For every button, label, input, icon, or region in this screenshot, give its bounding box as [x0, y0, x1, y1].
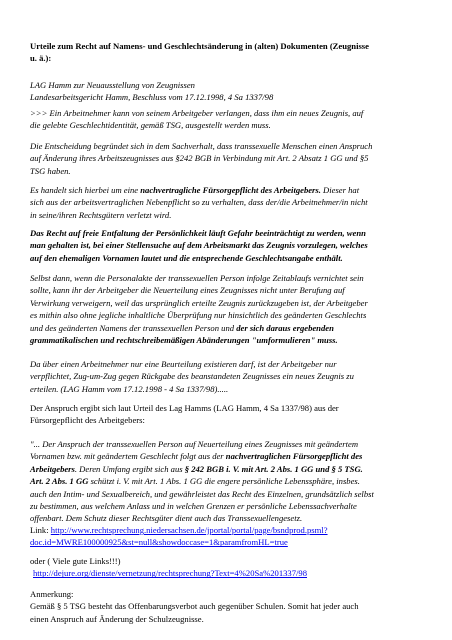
rechtsprechung-link-continued[interactable]: doc.id=MWRE100000925&st=null&showdoccase=1&paramfromHL=true	[30, 537, 288, 548]
dejure-link[interactable]: http://dejure.org/dienste/vernetzung/rechtsprechung?Text=4%20Sa%201337/98	[33, 568, 308, 579]
summary-paragraph	[30, 107, 422, 132]
personnel-line: es mithin also ohne jegliche inhaltliche Überprüfung nur hinsichtlich des geänderten Geschlechts	[30, 310, 367, 321]
duty-line: in seine/ihren Rechtsgütern verletzt wird.	[30, 209, 172, 220]
duty-emphasis: nachvertragliche Fürsorgepflicht des Arbeitgebers.	[140, 185, 321, 195]
link-block-dejure	[30, 555, 422, 580]
duty-line: Es handelt sich hierbei um eine nachvertragliche Fürsorgepflicht des Arbeitgebers. Dieser hat	[30, 185, 360, 195]
link-line	[30, 524, 422, 536]
personality-line: auf den ehemaligen Vornamen lautet und die entsprechende Geschlechtsangabe enthält.	[30, 252, 343, 263]
document-title	[30, 40, 422, 65]
personality-line: Das Recht auf freie Entfaltung der Persönlichkeit läuft Gefahr beeinträchtigt zu werden, wenn	[30, 228, 366, 238]
quote-line: Arbeitgebers. Deren Umfang ergibt sich aus § 242 BGB i. V. mit Art. 2 Abs. 1 GG und § 5 TSG.	[30, 463, 363, 474]
link-line	[30, 567, 422, 579]
source-line: LAG Hamm zur Neuausstellung von Zeugnissen	[30, 80, 195, 90]
source-line: Landesarbeitsgericht Hamm, Beschluss vom 17.12.1998, 4 Sa 1337/98	[30, 92, 274, 103]
claim-line: Fürsorgepflicht des Arbeitgebers:	[30, 415, 145, 426]
quote-emphasis: Arbeitgebers	[30, 463, 75, 474]
quote-line: "... Der Anspruch der transsexuellen Person auf Neuerteilung eines Zeugnisses mit geändertem	[30, 439, 359, 449]
quote-line: auch den Intim- und Sexualbereich, und gewährleistet das Recht des Einzelnen, grundsätzlich selbst	[30, 488, 374, 499]
quote-paragraph	[30, 438, 422, 525]
claim-intro-paragraph	[30, 402, 422, 427]
personnel-line: grammatikalischen und rechtschreibemäßigen Abänderungen "umformulieren" muss.	[30, 334, 338, 345]
link-block-niedersachsen	[30, 524, 422, 549]
note-block	[30, 588, 422, 625]
source-intro	[30, 79, 422, 104]
decision-line: auf Änderung ihres Arbeitszeugnisses aus §242 BGB in Verbindung mit Art. 2 Absatz 1 GG und §5	[30, 153, 369, 164]
assessment-line: Da über einen Arbeitnehmer nur eine Beurteilung existieren darf, ist der Arbeitgeber nur	[30, 359, 337, 369]
quote-emphasis: § 242 BGB i. V. mit Art. 2 Abs. 1 GG und § 5 TSG.	[184, 463, 363, 474]
link-line	[30, 536, 422, 548]
personnel-line: Verwirkung verweigern, weil das ursprünglich erteilte Zeugnis zurückzugeben ist, der Arbeitgeber	[30, 297, 368, 308]
personality-line: man gehalten ist, bei einer Stellensuche auf dem Arbeitsmarkt das Zeugnis vorzulegen, welches	[30, 240, 368, 251]
rechtsprechung-link[interactable]: http://www.rechtsprechung.niedersachsen.de/jportal/portal/page/bsndprod.psml?	[50, 525, 328, 535]
assessment-line: erteilen. (LAG Hamm vom 17.12.1998 - 4 Sa 1337/98).....	[30, 383, 229, 394]
decision-line: Die Entscheidung begründet sich in dem Sachverhalt, dass transsexuelle Menschen einen Anspruch	[30, 141, 373, 151]
note-heading: Anmerkung:	[30, 589, 74, 599]
decision-paragraph	[30, 140, 422, 177]
note-line: einen Anspruch auf Änderung der Schulzeugnisse.	[30, 613, 204, 624]
title-line: u. ä.):	[30, 53, 52, 64]
personnel-line: und des geänderten Namens der transsexuellen Person und der sich daraus ergebenden	[30, 322, 334, 333]
quote-line: offenbart. Dem Schutz dieser Rechtsgüter dient auch das Transsexuellengesetz.	[30, 513, 303, 524]
personnel-line: sollte, kann ihr der Arbeitgeber die Neuerteilung eines Zeugnisses nicht unter Berufung auf	[30, 285, 345, 296]
single-assessment-paragraph	[30, 358, 422, 395]
personnel-line: Selbst dann, wenn die Personalakte der transsexuellen Person infolge Zeitablaufs vernichtet sein	[30, 273, 364, 283]
quote-line: Vornamen bzw. mit geändertem Geschlecht folgt aus der nachvertraglichen Fürsorgepflicht des	[30, 451, 363, 462]
claim-line: Der Anspruch ergibt sich laut Urteil des Lag Hamms (LAG Hamm, 4 Sa 1337/98) aus der	[30, 403, 339, 413]
quote-line: Art. 2 Abs. 1 GG schützt i. V. mit Art. 1 Abs. 1 GG die engere persönliche Lebenssphäre, insbes.	[30, 476, 360, 487]
duty-paragraph	[30, 184, 422, 221]
personality-right-paragraph	[30, 227, 422, 264]
title-line: Urteile zum Recht auf Namens- und Geschlechtsänderung in (alten) Dokumenten (Zeugnisse	[30, 41, 369, 51]
personnel-emphasis: der sich daraus ergebenden	[236, 322, 334, 333]
duty-line: sich aus der arbeitsvertraglichen Nebenpflicht so zu verhalten, dass der/die Arbeitnehmer/in nicht	[30, 197, 368, 208]
personnel-file-paragraph	[30, 272, 422, 346]
quote-line: zu bestimmen, aus welchem Anlass und in welchen Grenzen er persönliche Lebenssachverhalte	[30, 500, 357, 511]
decision-line: TSG haben.	[30, 165, 71, 176]
note-line: Gemäß § 5 TSG besteht das Offenbarungsverbot auch gegenüber Schulen. Somit hat jeder auch	[30, 601, 359, 612]
link-label: oder ( Viele gute Links!!!)	[30, 556, 121, 566]
summary-line: die gelebte Geschlechtidentität, gemäß TSG, ausgestellt werden muss.	[30, 120, 271, 131]
quote-emphasis: nachvertraglichen Fürsorgepflicht des	[225, 451, 363, 462]
quote-emphasis: Art. 2 Abs. 1 GG	[30, 476, 89, 487]
assessment-line: verpflichtet, Zug-um-Zug gegen Rückgabe des beanstandeten Zeugnisses ein neues Zeugnis zu	[30, 371, 354, 382]
summary-line: >>> Ein Arbeitnehmer kann von seinem Arbeitgeber verlangen, dass ihm ein neues Zeugnis, auf	[30, 108, 364, 118]
link-label: Link:	[30, 525, 51, 535]
